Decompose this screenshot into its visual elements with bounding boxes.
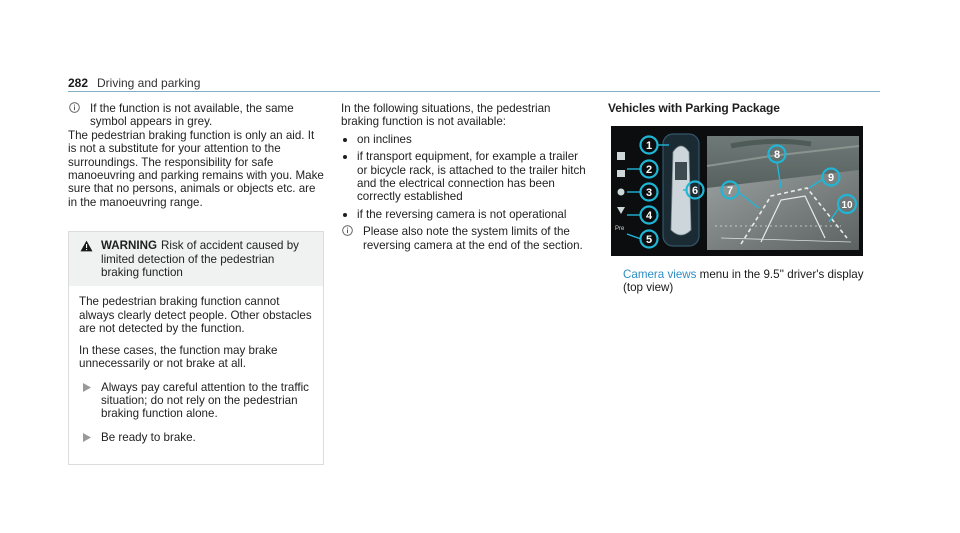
svg-text:9: 9	[827, 172, 835, 184]
bullet-icon	[343, 155, 347, 159]
play-arrow-icon	[83, 383, 91, 392]
note-text: If the function is not available, the same symbol appears in grey.	[90, 102, 294, 129]
warning-box	[68, 231, 324, 465]
conditions-intro: In the following situations, the pedestrian braking function is not available:	[341, 102, 551, 129]
camera-icon	[617, 152, 625, 160]
warning-label: WARNING	[101, 239, 158, 253]
action-text-1: Always pay careful attention to the traffic situation; do not rely on the pedestrian braking function alone.	[101, 380, 309, 421]
warning-paragraph-2: In these cases, the function may brake unnecessarily or not brake at all.	[79, 343, 278, 371]
svg-text:6: 6	[691, 185, 699, 197]
info-icon	[69, 102, 80, 113]
bullet-icon	[343, 138, 347, 142]
list-item: on inclines	[341, 133, 591, 146]
action-step-1	[79, 381, 313, 421]
sensor-icon	[618, 189, 625, 196]
list-item: if transport equipment, for example a trailer or bicycle rack, is attached to the trailer hitch and the electrical connection has been correctly established	[341, 150, 591, 204]
header-rule	[68, 91, 880, 92]
figure-title: Vehicles with Parking Package	[608, 101, 780, 115]
warning-title: Risk of accident caused by limited detection of the pedestrian braking function	[101, 239, 299, 280]
svg-text:4: 4	[645, 210, 653, 222]
svg-text:5: 5	[645, 234, 653, 246]
page-number: 282	[68, 76, 89, 90]
svg-text:10: 10	[841, 200, 853, 211]
column-middle	[341, 102, 591, 252]
camera-view-figure	[611, 126, 863, 256]
warning-paragraph-1: The pedestrian braking function cannot always clearly detect people. Other obstacles are not detected by the function.	[79, 295, 312, 336]
action-text-2: Be ready to brake.	[101, 430, 196, 444]
car-top-view	[671, 146, 691, 235]
info-icon	[342, 225, 353, 236]
svg-text:7: 7	[726, 185, 734, 197]
column-left	[68, 102, 324, 465]
action-step-2	[79, 431, 313, 444]
note-text: Please also note the system limits of the reversing camera at the end of the section.	[363, 225, 583, 252]
warning-triangle-icon	[80, 240, 93, 252]
bullet-icon	[343, 213, 347, 217]
note	[68, 102, 324, 129]
column-right	[608, 102, 866, 115]
play-arrow-icon	[83, 433, 91, 442]
note	[341, 225, 591, 252]
warning-header	[69, 232, 323, 286]
page-header	[68, 76, 880, 90]
svg-text:3: 3	[645, 187, 653, 199]
figure-caption	[623, 268, 875, 295]
park-icon	[617, 170, 625, 177]
camera-view-illustration	[611, 126, 863, 256]
intro-paragraph: The pedestrian braking function is only an aid. It is not a substitute for your attention to the surroundings. The responsibility for safe manoeuvring and parking remains with you. Make sure that no persons, animals or objects etc. are in the manoeuvring range.	[68, 128, 324, 209]
camera-views-link[interactable]: Camera views	[623, 268, 697, 281]
list-item: if the reversing camera is not operational	[341, 208, 591, 221]
figure-side-label: Pre	[615, 226, 625, 232]
conditions-list	[341, 133, 591, 221]
caption-text: menu in the 9.5'' driver's display (top view)	[623, 268, 864, 295]
svg-text:8: 8	[773, 149, 781, 161]
warning-body	[69, 286, 323, 464]
section-title: Driving and parking	[97, 76, 201, 90]
svg-text:1: 1	[645, 140, 653, 152]
svg-text:2: 2	[645, 164, 653, 176]
